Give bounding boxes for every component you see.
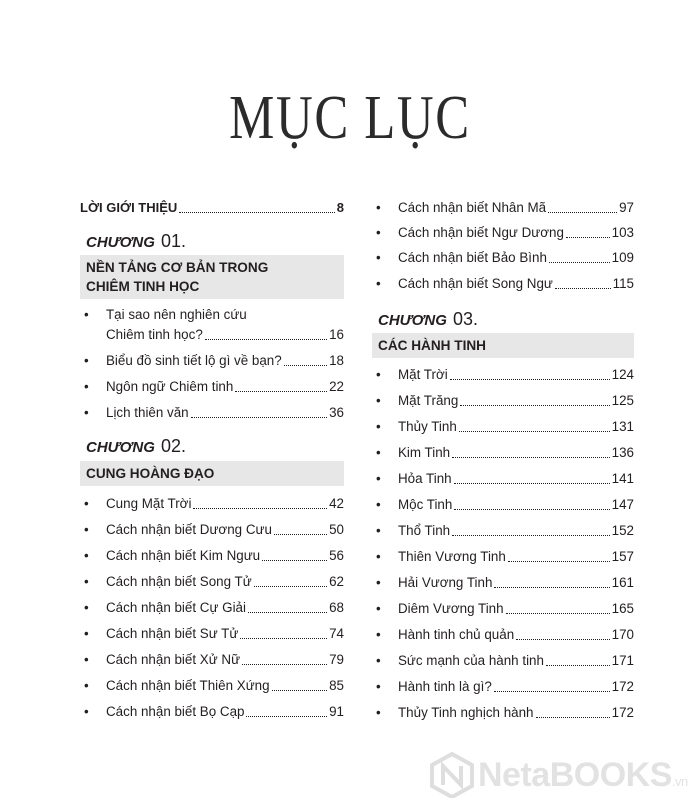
chapter-label-03 bbox=[378, 309, 478, 331]
toc-entry[interactable] bbox=[372, 366, 634, 384]
leader-dots bbox=[506, 613, 610, 614]
toc-entry[interactable] bbox=[372, 522, 634, 540]
watermark-suffix: .vn bbox=[671, 774, 688, 789]
toc-entry-label: • Cung Mặt Trời bbox=[80, 495, 191, 513]
toc-entry[interactable] bbox=[372, 444, 634, 462]
toc-entry-page: 56 bbox=[329, 548, 344, 563]
leader-dots bbox=[274, 534, 327, 535]
toc-entry-label: • Cách nhận biết Nhân Mã bbox=[372, 199, 546, 217]
toc-entry-page: 172 bbox=[611, 679, 634, 694]
toc-entry-label: LỜI GIỚI THIỆU bbox=[80, 200, 178, 215]
leader-dots bbox=[454, 483, 610, 484]
toc-entry-label: • Cách nhận biết Dương Cưu bbox=[80, 521, 272, 539]
toc-entry-page: 131 bbox=[611, 419, 634, 434]
toc-entry[interactable] bbox=[372, 678, 634, 696]
toc-entry-label: • Thổ Tinh bbox=[372, 522, 450, 540]
toc-entry[interactable] bbox=[80, 495, 344, 513]
toc-entry-label: • Thiên Vương Tinh bbox=[372, 548, 506, 566]
toc-entry[interactable] bbox=[80, 352, 344, 370]
toc-entry[interactable] bbox=[372, 574, 634, 592]
toc-entry-page: 172 bbox=[611, 705, 634, 720]
toc-entry[interactable] bbox=[80, 703, 344, 721]
toc-entry-page: 170 bbox=[611, 627, 634, 642]
toc-entry-label: • Cách nhận biết Bảo Bình bbox=[372, 249, 547, 267]
toc-entry[interactable] bbox=[372, 626, 634, 644]
toc-entry[interactable] bbox=[372, 199, 634, 217]
toc-entry-page: 152 bbox=[611, 523, 634, 538]
toc-entry-page: 109 bbox=[611, 250, 634, 265]
toc-entry-page: 136 bbox=[611, 445, 634, 460]
toc-entry-label: • Mộc Tinh bbox=[372, 496, 452, 514]
leader-dots bbox=[536, 717, 610, 718]
toc-entry-page: 79 bbox=[329, 652, 344, 667]
leader-dots bbox=[242, 664, 327, 665]
chapter-title-line: NỀN TẢNG CƠ BẢN TRONG bbox=[86, 260, 269, 275]
toc-entry[interactable] bbox=[372, 249, 634, 267]
toc-entry-label: • Cách nhận biết Kim Ngưu bbox=[80, 547, 260, 565]
toc-entry-page: 16 bbox=[329, 327, 344, 342]
toc-entry[interactable] bbox=[372, 224, 634, 242]
leader-dots bbox=[240, 638, 327, 639]
toc-entry-page: 68 bbox=[329, 600, 344, 615]
leader-dots bbox=[254, 586, 327, 587]
leader-dots bbox=[548, 212, 617, 213]
toc-entry-page: 157 bbox=[611, 549, 634, 564]
toc-entry[interactable] bbox=[80, 547, 344, 565]
page-title: MỤC LỤC bbox=[229, 84, 471, 152]
toc-entry[interactable] bbox=[80, 573, 344, 591]
toc-entry-label: • Hải Vương Tinh bbox=[372, 574, 492, 592]
toc-entry-label: • Cách nhận biết Cự Giải bbox=[80, 599, 246, 617]
toc-entry-page: 62 bbox=[329, 574, 344, 589]
toc-entry-label: • Cách nhận biết Ngư Dương bbox=[372, 224, 564, 242]
toc-entry-label: • Mặt Trời bbox=[372, 366, 448, 384]
toc-entry[interactable] bbox=[80, 625, 344, 643]
toc-entry[interactable] bbox=[372, 548, 634, 566]
leader-dots bbox=[494, 587, 609, 588]
leader-dots bbox=[454, 509, 609, 510]
leader-dots bbox=[262, 560, 327, 561]
toc-entry-label: • Cách nhận biết Song Ngư bbox=[372, 275, 553, 293]
netabooks-logo-icon bbox=[430, 752, 474, 798]
toc-entry[interactable] bbox=[372, 704, 634, 722]
toc-entry-label: • Lịch thiên văn bbox=[80, 404, 189, 422]
toc-entry-page: 103 bbox=[611, 225, 634, 240]
toc-entry-label: • Cách nhận biết Sư Tử bbox=[80, 625, 238, 643]
watermark-brand: NetaBOOKS bbox=[478, 756, 672, 794]
toc-entry-page: 91 bbox=[329, 704, 344, 719]
toc-entry-page: 171 bbox=[611, 653, 634, 668]
leader-dots bbox=[246, 716, 327, 717]
toc-entry-continued[interactable] bbox=[106, 326, 344, 344]
toc-entry-page: 141 bbox=[611, 471, 634, 486]
toc-intro-entry[interactable] bbox=[80, 199, 344, 217]
leader-dots bbox=[555, 288, 611, 289]
toc-entry-label: • Thủy Tinh nghịch hành bbox=[372, 704, 534, 722]
chapter-number: 02. bbox=[161, 436, 187, 456]
watermark-logo bbox=[430, 752, 700, 802]
toc-entry-label: • Sức mạnh của hành tinh bbox=[372, 652, 544, 670]
leader-dots bbox=[508, 561, 610, 562]
toc-entry-page: 50 bbox=[329, 522, 344, 537]
toc-entry-page: 36 bbox=[329, 405, 344, 420]
toc-entry[interactable] bbox=[372, 418, 634, 436]
toc-entry[interactable] bbox=[80, 677, 344, 695]
watermark-text bbox=[478, 756, 688, 795]
toc-entry-page: 8 bbox=[336, 200, 344, 215]
chapter-prefix: CHƯƠNG bbox=[86, 439, 155, 456]
chapter-title-01 bbox=[80, 255, 344, 299]
leader-dots bbox=[452, 535, 610, 536]
toc-entry-label: • Cách nhận biết Song Tử bbox=[80, 573, 252, 591]
leader-dots bbox=[459, 431, 610, 432]
toc-entry[interactable] bbox=[80, 651, 344, 669]
toc-entry-label: • Mặt Trăng bbox=[372, 392, 458, 410]
chapter-prefix: CHƯƠNG bbox=[378, 312, 447, 329]
leader-dots bbox=[450, 379, 610, 380]
leader-dots bbox=[235, 391, 327, 392]
leader-dots bbox=[272, 690, 328, 691]
toc-entry-page: 22 bbox=[329, 379, 344, 394]
toc-entry-label: • Cách nhận biết Xử Nữ bbox=[80, 651, 240, 669]
chapter-title-line: CHIÊM TINH HỌC bbox=[86, 279, 200, 294]
toc-entry[interactable] bbox=[372, 275, 634, 293]
toc-entry[interactable] bbox=[80, 404, 344, 422]
toc-entry-page: 165 bbox=[611, 601, 634, 616]
chapter-prefix: CHƯƠNG bbox=[86, 234, 155, 251]
toc-entry-label: • Cách nhận biết Thiên Xứng bbox=[80, 677, 270, 695]
toc-entry[interactable] bbox=[372, 496, 634, 514]
toc-entry-label: • Hành tinh là gì? bbox=[372, 678, 492, 696]
toc-entry[interactable] bbox=[372, 652, 634, 670]
chapter-title-03 bbox=[372, 333, 634, 358]
leader-dots bbox=[452, 457, 610, 458]
chapter-label-02 bbox=[86, 436, 186, 458]
toc-entry[interactable] bbox=[80, 599, 344, 617]
leader-dots bbox=[566, 237, 610, 238]
leader-dots bbox=[193, 508, 327, 509]
toc-entry-page: 18 bbox=[329, 353, 344, 368]
leader-dots bbox=[546, 665, 610, 666]
leader-dots bbox=[248, 612, 327, 613]
toc-entry-page: 125 bbox=[611, 393, 634, 408]
toc-entry[interactable] bbox=[80, 521, 344, 539]
chapter-number: 03. bbox=[453, 309, 479, 329]
toc-entry-page: 124 bbox=[611, 367, 634, 382]
toc-entry-label: • Cách nhận biết Bọ Cạp bbox=[80, 703, 244, 721]
toc-entry-label: • Tại sao nên nghiên cứu bbox=[80, 306, 247, 324]
toc-entry-page: 97 bbox=[619, 200, 634, 215]
leader-dots bbox=[191, 417, 327, 418]
chapter-title-02 bbox=[80, 461, 344, 486]
leader-dots bbox=[460, 405, 609, 406]
toc-entry[interactable] bbox=[372, 470, 634, 488]
toc-entry-page: 85 bbox=[329, 678, 344, 693]
chapter-label-01 bbox=[86, 231, 186, 253]
toc-entry-label: Chiêm tinh học? bbox=[106, 327, 203, 342]
toc-entry[interactable] bbox=[80, 306, 344, 324]
toc-entry-label: • Ngôn ngữ Chiêm tinh bbox=[80, 378, 233, 396]
toc-entry-page: 115 bbox=[612, 276, 634, 291]
toc-entry-page: 74 bbox=[329, 626, 344, 641]
toc-entry-label: • Kim Tinh bbox=[372, 444, 450, 462]
toc-entry-page: 161 bbox=[611, 575, 634, 590]
toc-entry-label: • Diêm Vương Tinh bbox=[372, 600, 504, 618]
leader-dots bbox=[179, 212, 334, 213]
toc-entry[interactable] bbox=[372, 600, 634, 618]
toc-entry-label: • Thủy Tinh bbox=[372, 418, 457, 436]
chapter-title-line: CÁC HÀNH TINH bbox=[378, 338, 486, 353]
toc-entry-page: 42 bbox=[329, 496, 344, 511]
leader-dots bbox=[549, 262, 610, 263]
chapter-title-line: CUNG HOÀNG ĐẠO bbox=[86, 466, 215, 481]
toc-entry-label: • Hành tinh chủ quản bbox=[372, 626, 514, 644]
leader-dots bbox=[284, 365, 327, 366]
leader-dots bbox=[516, 639, 610, 640]
toc-entry-label: • Hỏa Tinh bbox=[372, 470, 452, 488]
leader-dots bbox=[494, 691, 610, 692]
toc-entry[interactable] bbox=[372, 392, 634, 410]
toc-entry-page: 147 bbox=[611, 497, 634, 512]
toc-entry[interactable] bbox=[80, 378, 344, 396]
leader-dots bbox=[205, 339, 327, 340]
chapter-number: 01. bbox=[161, 231, 187, 251]
toc-entry-label: • Biểu đồ sinh tiết lộ gì về bạn? bbox=[80, 352, 282, 370]
